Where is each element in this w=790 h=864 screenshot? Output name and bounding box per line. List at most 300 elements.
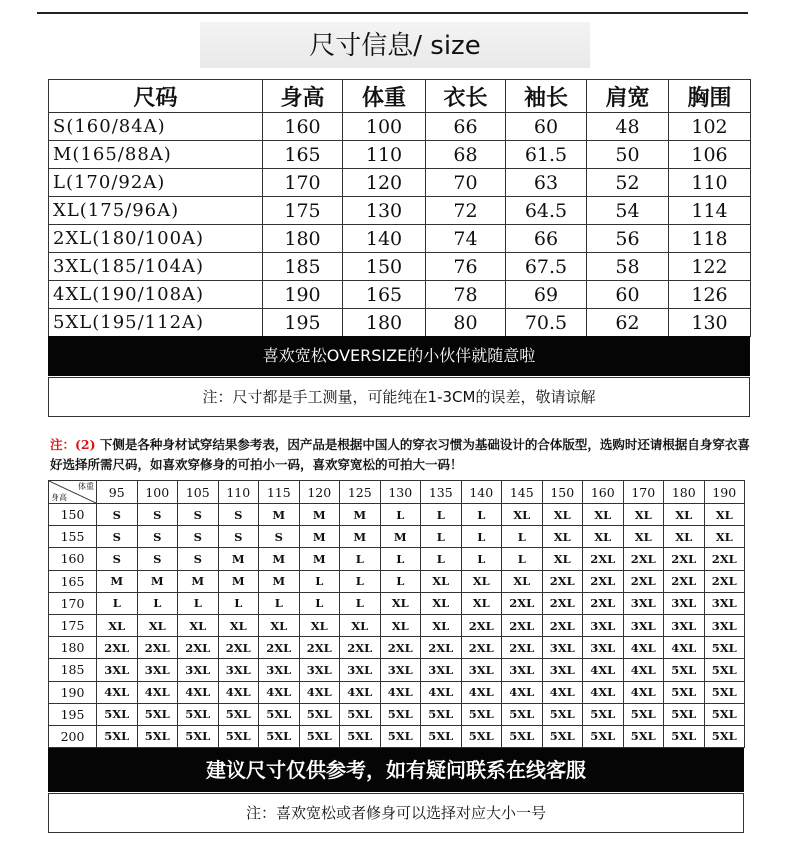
grid-size-cell: XL: [461, 592, 502, 614]
grid-size-cell: M: [340, 504, 381, 526]
size-value-cell: 126: [669, 281, 751, 309]
grid-size-cell: 5XL: [97, 725, 138, 747]
size-value-cell: 64.5: [506, 197, 587, 225]
grid-size-cell: 2XL: [461, 637, 502, 659]
grid-size-cell: 3XL: [704, 592, 745, 614]
grid-size-cell: 5XL: [704, 725, 745, 747]
grid-size-cell: 5XL: [97, 703, 138, 725]
grid-size-cell: XL: [623, 526, 664, 548]
grid-size-cell: 2XL: [218, 637, 259, 659]
grid-row: [49, 659, 745, 681]
size-label-cell: M(165/88A): [49, 141, 263, 169]
size-row: [49, 197, 751, 225]
grid-size-cell: L: [421, 504, 462, 526]
grid-size-cell: 2XL: [583, 570, 624, 592]
grid-corner-cell: [49, 481, 97, 504]
grid-size-cell: L: [461, 526, 502, 548]
grid-weight-header: 110: [218, 481, 259, 504]
grid-size-cell: XL: [380, 614, 421, 636]
grid-size-cell: M: [259, 504, 300, 526]
size-value-cell: 78: [426, 281, 506, 309]
grid-size-cell: L: [299, 570, 340, 592]
grid-height-cell: 185: [49, 659, 97, 681]
grid-size-cell: 4XL: [340, 681, 381, 703]
grid-size-cell: XL: [542, 504, 583, 526]
grid-size-cell: L: [299, 592, 340, 614]
grid-size-cell: 2XL: [340, 637, 381, 659]
grid-size-cell: 3XL: [704, 614, 745, 636]
size-value-cell: 180: [343, 309, 426, 337]
grid-size-cell: XL: [97, 614, 138, 636]
grid-size-cell: 4XL: [542, 681, 583, 703]
size-header-cell: 尺码: [49, 80, 263, 113]
size-value-cell: 50: [587, 141, 669, 169]
grid-weight-header: 100: [137, 481, 178, 504]
grid-size-cell: 4XL: [502, 681, 543, 703]
grid-size-cell: 2XL: [583, 548, 624, 570]
size-value-cell: 69: [506, 281, 587, 309]
grid-size-cell: L: [259, 592, 300, 614]
grid-size-cell: 4XL: [461, 681, 502, 703]
grid-size-cell: XL: [583, 526, 624, 548]
grid-size-cell: M: [178, 570, 219, 592]
grid-size-cell: 2XL: [259, 637, 300, 659]
grid-size-cell: XL: [421, 614, 462, 636]
grid-size-cell: L: [340, 548, 381, 570]
size-label-cell: 2XL(180/100A): [49, 225, 263, 253]
size-header-cell: 胸围: [669, 80, 751, 113]
grid-size-cell: L: [340, 592, 381, 614]
grid-size-cell: 5XL: [542, 703, 583, 725]
grid-size-cell: 5XL: [623, 703, 664, 725]
grid-size-cell: 5XL: [664, 681, 705, 703]
size-value-cell: 62: [587, 309, 669, 337]
corner-height-label: 身高: [51, 493, 67, 502]
size-value-cell: 61.5: [506, 141, 587, 169]
size-header-cell: 肩宽: [587, 80, 669, 113]
grid-size-cell: M: [259, 570, 300, 592]
grid-size-cell: 4XL: [623, 659, 664, 681]
grid-row: [49, 548, 745, 570]
grid-size-cell: M: [340, 526, 381, 548]
grid-size-cell: S: [137, 504, 178, 526]
grid-size-cell: 5XL: [299, 703, 340, 725]
grid-size-cell: 5XL: [299, 725, 340, 747]
grid-height-cell: 170: [49, 592, 97, 614]
grid-size-cell: 2XL: [542, 570, 583, 592]
grid-size-cell: L: [340, 570, 381, 592]
size-value-cell: 76: [426, 253, 506, 281]
size-value-cell: 130: [669, 309, 751, 337]
grid-size-cell: L: [380, 570, 421, 592]
grid-size-cell: 3XL: [502, 659, 543, 681]
grid-size-cell: 2XL: [502, 614, 543, 636]
grid-size-cell: 2XL: [137, 637, 178, 659]
size-label-cell: 3XL(185/104A): [49, 253, 263, 281]
grid-size-cell: 3XL: [542, 637, 583, 659]
grid-size-cell: 2XL: [664, 570, 705, 592]
grid-size-cell: 2XL: [178, 637, 219, 659]
grid-size-cell: 4XL: [218, 681, 259, 703]
grid-size-cell: XL: [583, 504, 624, 526]
grid-size-cell: XL: [380, 592, 421, 614]
grid-size-cell: 5XL: [583, 703, 624, 725]
size-value-cell: 70.5: [506, 309, 587, 337]
grid-size-cell: 3XL: [583, 614, 624, 636]
grid-size-cell: 3XL: [623, 614, 664, 636]
size-value-cell: 63: [506, 169, 587, 197]
size-value-cell: 72: [426, 197, 506, 225]
grid-size-cell: 2XL: [461, 614, 502, 636]
grid-size-cell: 5XL: [218, 703, 259, 725]
grid-row: [49, 526, 745, 548]
grid-size-cell: L: [502, 548, 543, 570]
grid-weight-header: 180: [664, 481, 705, 504]
size-row: [49, 253, 751, 281]
grid-size-cell: S: [137, 548, 178, 570]
size-row: [49, 141, 751, 169]
grid-size-cell: 5XL: [461, 725, 502, 747]
size-value-cell: 110: [343, 141, 426, 169]
grid-size-cell: S: [97, 526, 138, 548]
grid-size-cell: 5XL: [178, 725, 219, 747]
grid-height-cell: 190: [49, 681, 97, 703]
grid-size-cell: 2XL: [97, 637, 138, 659]
note-body: 下侧是各种身材试穿结果参考表，因产品是根据中国人的穿衣习惯为基础设计的合体版型，选购时还请根据自身穿衣喜好选择所需尺码，如喜欢穿修身的可拍小一码，喜欢穿宽松的可拍大一码！: [50, 437, 750, 472]
size-value-cell: 70: [426, 169, 506, 197]
grid-size-cell: M: [299, 526, 340, 548]
grid-row: [49, 504, 745, 526]
grid-size-cell: XL: [299, 614, 340, 636]
grid-size-cell: L: [461, 504, 502, 526]
grid-size-cell: S: [178, 526, 219, 548]
grid-size-cell: 5XL: [421, 703, 462, 725]
grid-size-cell: S: [178, 548, 219, 570]
size-value-cell: 60: [587, 281, 669, 309]
grid-size-cell: 3XL: [218, 659, 259, 681]
size-value-cell: 106: [669, 141, 751, 169]
grid-size-cell: 5XL: [623, 725, 664, 747]
grid-size-cell: XL: [704, 526, 745, 548]
grid-size-cell: XL: [623, 504, 664, 526]
grid-size-cell: S: [218, 504, 259, 526]
grid-weight-header: 130: [380, 481, 421, 504]
size-value-cell: 190: [263, 281, 343, 309]
grid-size-cell: 2XL: [380, 637, 421, 659]
size-label-cell: L(170/92A): [49, 169, 263, 197]
grid-weight-header: 140: [461, 481, 502, 504]
grid-size-cell: 2XL: [421, 637, 462, 659]
size-value-cell: 170: [263, 169, 343, 197]
size-value-cell: 130: [343, 197, 426, 225]
grid-size-cell: L: [178, 592, 219, 614]
grid-size-cell: 5XL: [218, 725, 259, 747]
grid-size-cell: L: [421, 548, 462, 570]
size-value-cell: 165: [263, 141, 343, 169]
grid-row: [49, 725, 745, 747]
size-value-cell: 60: [506, 113, 587, 141]
grid-size-cell: XL: [178, 614, 219, 636]
size-header-cell: 衣长: [426, 80, 506, 113]
fit-choice-note: 注：喜欢宽松或者修身可以选择对应大小一号: [48, 793, 744, 833]
size-value-cell: 114: [669, 197, 751, 225]
grid-size-cell: 2XL: [583, 592, 624, 614]
grid-size-cell: S: [97, 548, 138, 570]
size-value-cell: 180: [263, 225, 343, 253]
grid-weight-header: 105: [178, 481, 219, 504]
grid-size-cell: 5XL: [421, 725, 462, 747]
size-value-cell: 118: [669, 225, 751, 253]
grid-size-cell: XL: [461, 570, 502, 592]
grid-size-cell: 4XL: [259, 681, 300, 703]
grid-size-cell: 2XL: [542, 614, 583, 636]
grid-size-cell: 4XL: [299, 681, 340, 703]
grid-size-cell: 3XL: [623, 592, 664, 614]
grid-height-cell: 200: [49, 725, 97, 747]
grid-size-cell: XL: [664, 526, 705, 548]
grid-weight-header: 160: [583, 481, 624, 504]
grid-size-cell: 3XL: [583, 637, 624, 659]
grid-size-cell: L: [218, 592, 259, 614]
grid-size-cell: 3XL: [137, 659, 178, 681]
grid-row: [49, 637, 745, 659]
size-value-cell: 68: [426, 141, 506, 169]
size-label-cell: XL(175/96A): [49, 197, 263, 225]
grid-size-cell: M: [137, 570, 178, 592]
grid-size-cell: L: [137, 592, 178, 614]
grid-size-cell: 5XL: [259, 703, 300, 725]
size-value-cell: 160: [263, 113, 343, 141]
size-value-cell: 102: [669, 113, 751, 141]
grid-size-cell: 5XL: [259, 725, 300, 747]
grid-size-cell: 2XL: [704, 548, 745, 570]
grid-size-cell: 4XL: [623, 637, 664, 659]
size-value-cell: 66: [426, 113, 506, 141]
grid-height-cell: 180: [49, 637, 97, 659]
measurement-note: 注：尺寸都是手工测量，可能纯在1-3CM的误差，敬请谅解: [48, 377, 750, 417]
grid-size-cell: L: [97, 592, 138, 614]
grid-height-cell: 155: [49, 526, 97, 548]
note-prefix: 注：(2): [50, 437, 96, 452]
grid-size-cell: 5XL: [664, 703, 705, 725]
size-value-cell: 80: [426, 309, 506, 337]
grid-size-cell: 2XL: [502, 637, 543, 659]
grid-size-cell: 5XL: [664, 659, 705, 681]
size-label-cell: S(160/84A): [49, 113, 263, 141]
grid-size-cell: 5XL: [542, 725, 583, 747]
grid-height-cell: 195: [49, 703, 97, 725]
size-value-cell: 100: [343, 113, 426, 141]
grid-size-cell: 5XL: [137, 725, 178, 747]
grid-size-cell: S: [137, 526, 178, 548]
size-row: [49, 113, 751, 141]
grid-size-cell: S: [259, 526, 300, 548]
size-value-cell: 195: [263, 309, 343, 337]
size-row: [49, 281, 751, 309]
grid-weight-header: 170: [623, 481, 664, 504]
grid-weight-header: 95: [97, 481, 138, 504]
grid-size-cell: XL: [502, 570, 543, 592]
grid-size-cell: 2XL: [664, 548, 705, 570]
size-value-cell: 74: [426, 225, 506, 253]
grid-size-cell: 5XL: [502, 703, 543, 725]
grid-row: [49, 681, 745, 703]
grid-size-cell: XL: [542, 548, 583, 570]
grid-row: [49, 614, 745, 636]
grid-size-cell: M: [380, 526, 421, 548]
grid-weight-header: 150: [542, 481, 583, 504]
grid-size-cell: 4XL: [137, 681, 178, 703]
grid-size-cell: 3XL: [664, 614, 705, 636]
grid-size-cell: 3XL: [542, 659, 583, 681]
grid-size-cell: 5XL: [704, 659, 745, 681]
grid-size-cell: 4XL: [97, 681, 138, 703]
grid-size-cell: 5XL: [178, 703, 219, 725]
size-value-cell: 140: [343, 225, 426, 253]
grid-size-cell: M: [97, 570, 138, 592]
grid-size-cell: 5XL: [461, 703, 502, 725]
size-value-cell: 122: [669, 253, 751, 281]
size-header-cell: 体重: [343, 80, 426, 113]
size-table-header: [49, 80, 751, 113]
size-value-cell: 56: [587, 225, 669, 253]
grid-size-cell: 3XL: [340, 659, 381, 681]
grid-size-cell: 5XL: [380, 703, 421, 725]
grid-size-cell: XL: [421, 570, 462, 592]
grid-size-cell: M: [218, 570, 259, 592]
grid-size-cell: 3XL: [299, 659, 340, 681]
corner-weight-label: 体重: [78, 482, 94, 491]
grid-size-cell: 2XL: [299, 637, 340, 659]
grid-weight-header: 135: [421, 481, 462, 504]
grid-size-cell: 3XL: [421, 659, 462, 681]
grid-size-cell: 2XL: [623, 570, 664, 592]
grid-size-cell: 3XL: [380, 659, 421, 681]
grid-size-cell: 3XL: [97, 659, 138, 681]
grid-size-cell: XL: [502, 504, 543, 526]
grid-size-cell: 5XL: [502, 725, 543, 747]
grid-size-cell: 2XL: [542, 592, 583, 614]
grid-size-cell: L: [461, 548, 502, 570]
grid-size-cell: 4XL: [623, 681, 664, 703]
grid-size-cell: 5XL: [704, 637, 745, 659]
grid-size-cell: L: [380, 504, 421, 526]
grid-size-cell: 3XL: [259, 659, 300, 681]
grid-weight-header: 120: [299, 481, 340, 504]
grid-weight-header: 115: [259, 481, 300, 504]
grid-height-cell: 150: [49, 504, 97, 526]
size-value-cell: 165: [343, 281, 426, 309]
grid-size-cell: 4XL: [583, 659, 624, 681]
grid-size-cell: 5XL: [704, 703, 745, 725]
grid-size-cell: 5XL: [704, 681, 745, 703]
grid-size-cell: 5XL: [583, 725, 624, 747]
height-weight-grid: [48, 480, 745, 748]
size-value-cell: 67.5: [506, 253, 587, 281]
grid-row: [49, 592, 745, 614]
page-title: 尺寸信息/ size: [309, 31, 481, 61]
size-value-cell: 52: [587, 169, 669, 197]
oversize-banner: 喜欢宽松OVERSIZE的小伙伴就随意啦: [48, 336, 750, 376]
grid-size-cell: 2XL: [502, 592, 543, 614]
size-label-cell: 5XL(195/112A): [49, 309, 263, 337]
grid-size-cell: M: [299, 504, 340, 526]
size-chart-table: [48, 79, 751, 337]
size-value-cell: 175: [263, 197, 343, 225]
grid-size-cell: XL: [664, 504, 705, 526]
advice-banner: 建议尺寸仅供参考，如有疑问联系在线客服: [48, 748, 744, 792]
grid-size-cell: 3XL: [461, 659, 502, 681]
grid-size-cell: 5XL: [380, 725, 421, 747]
top-divider: [37, 12, 748, 14]
size-row: [49, 225, 751, 253]
size-value-cell: 150: [343, 253, 426, 281]
grid-size-cell: 4XL: [178, 681, 219, 703]
grid-size-cell: XL: [421, 592, 462, 614]
grid-weight-header: 125: [340, 481, 381, 504]
fit-reference-note: [50, 435, 750, 475]
grid-height-cell: 165: [49, 570, 97, 592]
size-row: [49, 309, 751, 337]
size-value-cell: 120: [343, 169, 426, 197]
grid-size-cell: 4XL: [380, 681, 421, 703]
grid-weight-header: 190: [704, 481, 745, 504]
size-value-cell: 185: [263, 253, 343, 281]
grid-size-cell: L: [380, 548, 421, 570]
grid-size-cell: 4XL: [664, 637, 705, 659]
size-value-cell: 66: [506, 225, 587, 253]
size-value-cell: 58: [587, 253, 669, 281]
grid-size-cell: 4XL: [583, 681, 624, 703]
grid-size-cell: L: [502, 526, 543, 548]
grid-size-cell: 3XL: [664, 592, 705, 614]
size-header-cell: 袖长: [506, 80, 587, 113]
grid-size-cell: 5XL: [340, 703, 381, 725]
grid-size-cell: 4XL: [421, 681, 462, 703]
grid-size-cell: S: [97, 504, 138, 526]
grid-size-cell: XL: [137, 614, 178, 636]
grid-size-cell: XL: [704, 504, 745, 526]
grid-size-cell: L: [421, 526, 462, 548]
size-value-cell: 110: [669, 169, 751, 197]
size-value-cell: 54: [587, 197, 669, 225]
grid-header-row: [49, 481, 745, 504]
grid-size-cell: 5XL: [664, 725, 705, 747]
grid-size-cell: XL: [218, 614, 259, 636]
grid-size-cell: M: [259, 548, 300, 570]
size-row: [49, 169, 751, 197]
grid-size-cell: XL: [542, 526, 583, 548]
grid-size-cell: 2XL: [623, 548, 664, 570]
grid-size-cell: 5XL: [340, 725, 381, 747]
grid-size-cell: S: [218, 526, 259, 548]
grid-height-cell: 175: [49, 614, 97, 636]
grid-size-cell: M: [299, 548, 340, 570]
size-label-cell: 4XL(190/108A): [49, 281, 263, 309]
grid-weight-header: 145: [502, 481, 543, 504]
size-header-cell: 身高: [263, 80, 343, 113]
grid-size-cell: S: [178, 504, 219, 526]
grid-row: [49, 703, 745, 725]
size-value-cell: 48: [587, 113, 669, 141]
grid-height-cell: 160: [49, 548, 97, 570]
grid-size-cell: XL: [259, 614, 300, 636]
grid-size-cell: 2XL: [704, 570, 745, 592]
grid-size-cell: XL: [340, 614, 381, 636]
grid-size-cell: M: [218, 548, 259, 570]
grid-row: [49, 570, 745, 592]
grid-size-cell: 5XL: [137, 703, 178, 725]
